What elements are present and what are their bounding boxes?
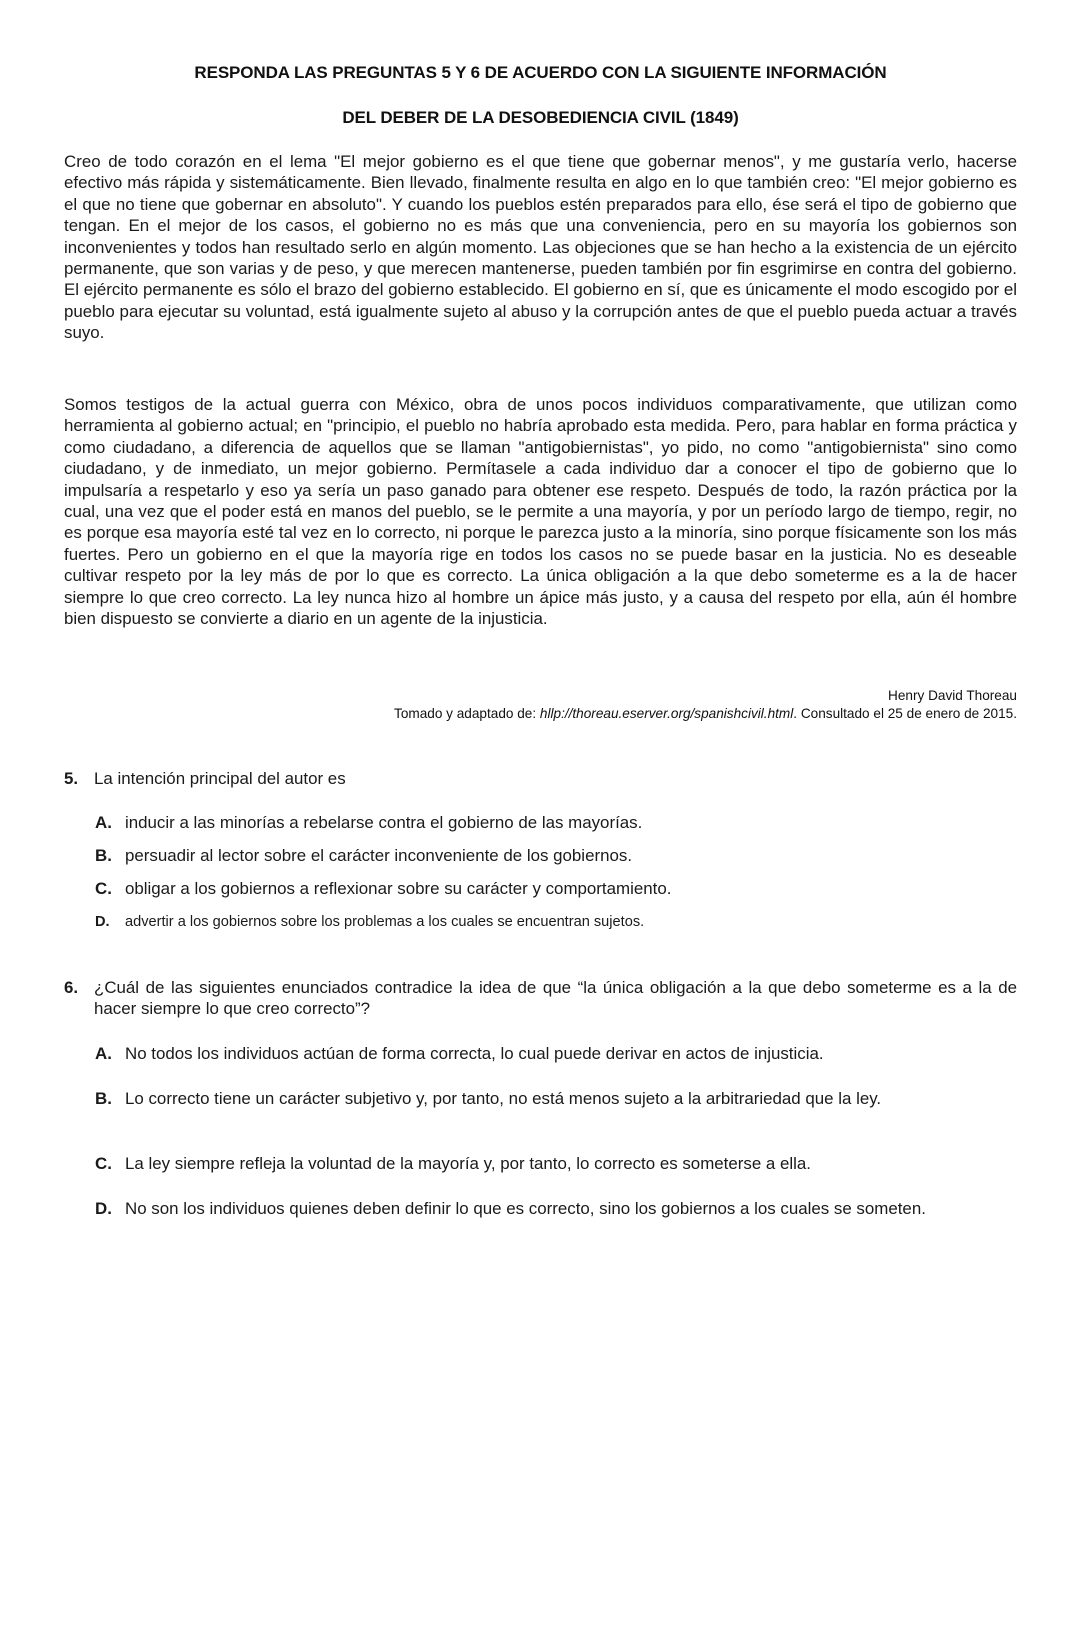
option-letter: C. (95, 879, 112, 898)
option-text: La ley siempre refleja la voluntad de la mayoría y, por tanto, lo correcto es someterse a ella. (125, 1154, 811, 1173)
option-text: No todos los individuos actúan de forma correcta, lo cual puede derivar en actos de injusticia. (125, 1044, 824, 1063)
passage-source (394, 706, 1017, 721)
option-letter: D. (95, 1199, 112, 1218)
option-text: inducir a las minorías a rebelarse contra el gobierno de las mayorías. (125, 813, 643, 832)
option-text: persuadir al lector sobre el carácter inconveniente de los gobiernos. (125, 846, 633, 865)
option-text: Lo correcto tiene un carácter subjetivo y, por tanto, no está menos sujeto a la arbitrariedad que la ley. (125, 1089, 882, 1108)
option-letter: B. (95, 846, 112, 865)
question-6-option-a[interactable] (95, 1043, 1017, 1064)
option-text: obligar a los gobiernos a reflexionar sobre su carácter y comportamiento. (125, 879, 672, 898)
question-6 (64, 977, 1017, 1020)
question-5-option-b[interactable] (95, 845, 1017, 866)
question-5-option-d[interactable] (95, 912, 1017, 933)
source-suffix: . Consultado el 25 de enero de 2015. (793, 706, 1017, 721)
option-letter: C. (95, 1154, 112, 1173)
option-letter: B. (95, 1089, 112, 1108)
option-letter: A. (95, 1044, 112, 1063)
source-prefix: Tomado y adaptado de: (394, 706, 540, 721)
passage-author: Henry David Thoreau (888, 688, 1017, 703)
question-number: 6. (64, 978, 79, 997)
question-text: ¿Cuál de las siguientes enunciados contradice la idea de que “la única obligación a la que debo someterme es a la de hacer siempre lo que creo correcto”? (94, 978, 1017, 1019)
question-text: La intención principal del autor es (94, 769, 346, 788)
question-6-option-c[interactable] (95, 1153, 1017, 1174)
source-link[interactable]: hllp://thoreau.eserver.org/spanishcivil.html (539, 706, 794, 721)
question-number: 5. (64, 769, 79, 788)
passage-title: DEL DEBER DE LA DESOBEDIENCIA CIVIL (1849) (342, 108, 739, 127)
option-letter: D. (95, 914, 110, 930)
option-text: No son los individuos quienes deben definir lo que es correcto, sino los gobiernos a los cuales se someten. (125, 1199, 926, 1218)
passage-paragraph-1: Creo de todo corazón en el lema "El mejor gobierno es el que tiene que gobernar menos", y me gustaría verlo, hacerse efectivo más rápida y sistemáticamente. Bien llevado, finalmente resulta en algo en lo que también creo: "El mejor gobierno es el que no tiene que gobernar en absoluto". Y cuando los pueblos estén preparados para ello, ése será el tipo de gobierno que tengan. En el mejor de los casos, el gobierno no es más que una conveniencia, pero en su mayoría los gobiernos son inconvenientes y todos han resultado serlo en algún momento. Las objeciones que se han hecho a la existencia de un ejército permanente, que son varias y de peso, y que merecen mantenerse, pueden también por fin esgrimirse en contra del gobierno. El ejército permanente es sólo el brazo del gobierno establecido. El gobierno en sí, que es únicamente el modo escogido por el pueblo para ejecutar su voluntad, está igualmente sujeto al abuso y la corrupción antes de que el pueblo pueda actuar a través suyo. (64, 152, 1017, 343)
question-6-option-d[interactable] (95, 1198, 1017, 1219)
option-text: advertir a los gobiernos sobre los problemas a los cuales se encuentran sujetos. (125, 914, 645, 930)
question-6-option-b[interactable] (95, 1088, 1017, 1109)
option-letter: A. (95, 813, 112, 832)
passage-paragraph-2: Somos testigos de la actual guerra con México, obra de unos pocos individuos comparativamente, que utilizan como herramienta al gobierno actual; en "principio, el pueblo no habría aprobado esta medida. Pero, para hablar en forma práctica y como ciudadano, a diferencia de aquellos que se llaman "antigobiernistas", yo pido, no como "antigobiernista" sino como ciudadano, y de inmediato, un mejor gobierno. Permítasele a cada individuo dar a conocer el tipo de gobierno que lo impulsaría a respetarlo y eso ya sería un paso ganado para obtener ese respeto. Después de todo, la razón práctica por la cual, una vez que el poder está en manos del pueblo, se le permite a una mayoría, y por un período largo de tiempo, regir, no es porque esa mayoría esté tal vez en lo correcto, ni porque le parezca justo a la minoría, sino porque físicamente son los más fuertes. Pero un gobierno en el que la mayoría rige en todos los casos no se puede basar en la justicia. No es deseable cultivar respeto por la ley más de por lo que es correcto. La única obligación a la que debo someterme es a la de hacer siempre lo que creo correcto. La ley nunca hizo al hombre un ápice más justo, y a causa del respeto por ella, aún él hombre bien dispuesto se convierte a diario en un agente de la injusticia. (64, 395, 1017, 629)
question-5-option-c[interactable] (95, 878, 1017, 899)
instruction-heading: RESPONDA LAS PREGUNTAS 5 Y 6 DE ACUERDO CON LA SIGUIENTE INFORMACIÓN (194, 63, 887, 82)
question-5-option-a[interactable] (95, 812, 1017, 833)
question-5 (64, 768, 1017, 789)
